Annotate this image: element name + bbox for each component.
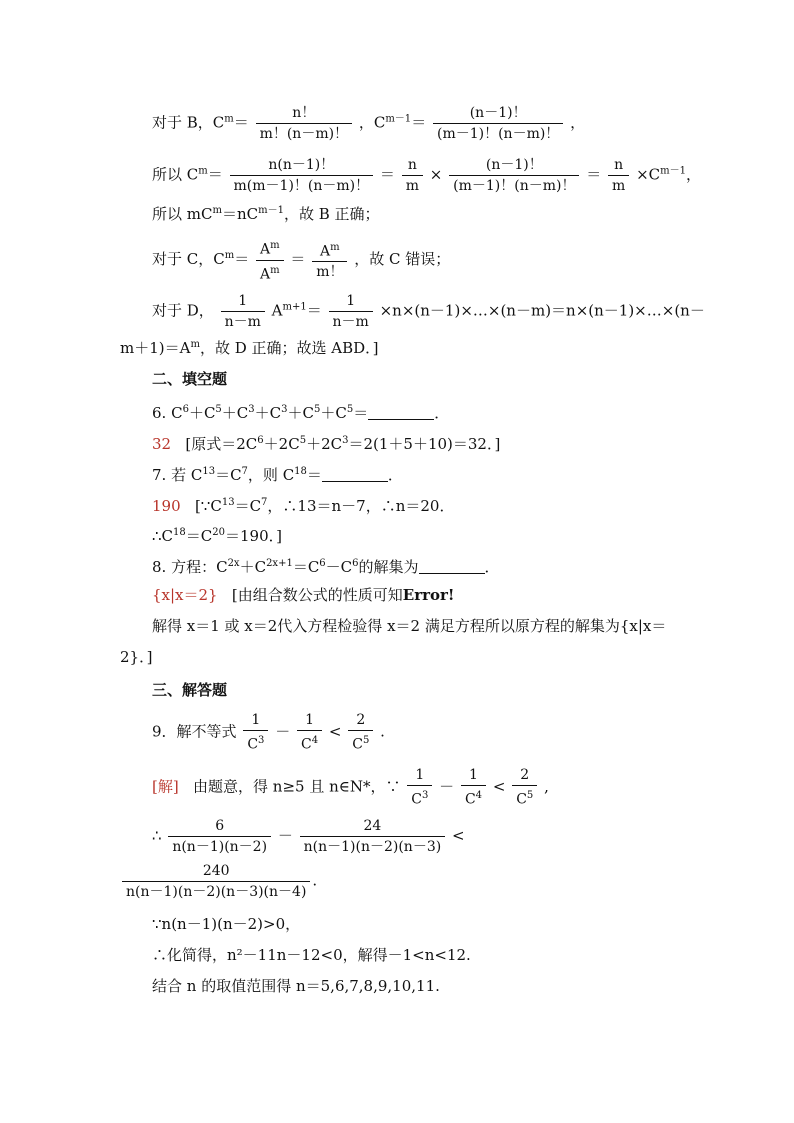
fraction [230, 155, 374, 196]
denominator: m！ [312, 261, 347, 282]
text: [∵C [194, 497, 222, 515]
text: － [275, 722, 291, 741]
sup: 3 [342, 435, 349, 446]
text: A [260, 241, 271, 258]
text: 所以 mC [152, 205, 213, 223]
text: C [464, 791, 476, 808]
text: ＝ [353, 404, 369, 422]
numerator: 1 [415, 767, 425, 783]
sup: m－1 [258, 205, 284, 216]
text: C [247, 736, 259, 753]
sup: 6 [182, 404, 189, 415]
solution-line-2 [152, 816, 465, 857]
text: ×C [636, 165, 661, 184]
numerator: 2 [356, 712, 366, 728]
sup: 6 [257, 435, 264, 446]
text: × [429, 165, 443, 184]
fraction [256, 103, 353, 144]
text: [原式＝2C [185, 435, 258, 453]
text: －C [325, 558, 353, 576]
solution-tag: [解] [152, 777, 179, 796]
text: < [451, 826, 465, 845]
text: A [271, 301, 283, 320]
sup: m－1 [660, 165, 687, 177]
sup: 7 [241, 466, 248, 477]
question-7 [152, 461, 403, 486]
text: ∴ [152, 826, 162, 845]
numerator: 6 [215, 818, 225, 834]
solution-line-4 [152, 913, 300, 935]
sup: 5 [362, 735, 370, 746]
denominator [407, 785, 432, 810]
denominator: n(n－1)(n－2)(n－3)(n－4) [122, 881, 310, 902]
error-text: Error! [402, 586, 455, 604]
question-6 [152, 399, 449, 424]
text: < [492, 777, 506, 796]
text: 解得 x＝1 或 x＝2代入方程检验得 x＝2 满足方程所以原方程的解集为{x|x＝ [152, 617, 667, 635]
numerator: n [407, 157, 417, 173]
text: ． [484, 558, 500, 576]
answer-6 [152, 430, 500, 455]
numerator [316, 238, 344, 262]
fraction [256, 236, 284, 284]
denominator [512, 785, 537, 810]
text: ＝ [306, 301, 322, 320]
denominator: n－m [329, 311, 373, 332]
denominator [256, 260, 284, 285]
fraction [300, 816, 446, 857]
line-b-derive [152, 155, 701, 196]
text: C [516, 791, 527, 808]
text: ∴C [152, 527, 174, 545]
denominator: m [608, 175, 629, 196]
text: 9．解不等式 [152, 722, 237, 741]
sup: m [212, 205, 222, 216]
question-9 [152, 710, 385, 755]
solution-line-6 [152, 975, 440, 997]
fraction [329, 291, 373, 332]
fraction [402, 155, 423, 196]
sup: m [224, 250, 235, 262]
text: ＝ [586, 165, 602, 184]
text: ＝ [306, 466, 322, 484]
answer-7-cont [152, 522, 282, 547]
text: ×n×(n－1)×…×(n－m)＝n×(n－1)×…×(n－ [379, 301, 705, 320]
text: C [411, 791, 422, 808]
text: ，故 B 正确； [283, 205, 380, 223]
text: ＋C [320, 404, 347, 422]
text: ＋C [188, 404, 216, 422]
sup: 4 [311, 735, 319, 746]
sup: m [224, 113, 234, 125]
text: ＝ [234, 250, 250, 269]
sup: m [330, 241, 340, 253]
text: m＋1)＝A [120, 339, 191, 357]
sup: 5 [346, 404, 354, 415]
numerator: (n－1)！ [469, 105, 527, 121]
text: 的解集为 [358, 558, 419, 576]
sup: m [198, 165, 208, 177]
sup: 3 [422, 790, 429, 801]
text: 对于 C，C [152, 250, 225, 269]
text: ＋C [221, 404, 249, 422]
sup: 3 [248, 404, 255, 415]
text: 对于 B，C [152, 113, 225, 132]
text: 6. C [152, 404, 183, 422]
numerator: n [614, 157, 624, 173]
answer-8-end [120, 646, 152, 668]
denominator: (m－1)！(n－m)！ [433, 123, 563, 144]
solution-line-5 [152, 944, 471, 966]
denominator: (m－1)！(n－m)！ [449, 175, 579, 196]
text: ＋C [254, 404, 282, 422]
text: ＝ [233, 113, 249, 132]
sup: m+1 [282, 301, 307, 313]
text: [由组合数公式的性质可知 [231, 586, 403, 604]
denominator: n(n－1)(n－2) [168, 836, 271, 857]
text: ＝C [185, 527, 213, 545]
denominator: n－m [221, 311, 265, 332]
line-b-conclusion [152, 200, 380, 225]
text: ＝190．] [224, 527, 282, 545]
text: A [260, 266, 271, 283]
sup: 18 [173, 527, 186, 538]
denominator [297, 730, 322, 755]
sup: 5 [299, 435, 307, 446]
answer-value: 32 [152, 435, 172, 453]
text: ＝nC [221, 205, 259, 223]
sup: m [190, 339, 200, 350]
text: ＝ [207, 165, 223, 184]
text: ＝2(1＋5＋10)＝32．] [348, 435, 501, 453]
fraction [312, 238, 347, 283]
fraction [168, 816, 271, 857]
section-heading-fill [152, 368, 227, 390]
sup: 7 [261, 497, 268, 508]
solution-line-1 [152, 765, 549, 810]
sup: 4 [475, 790, 483, 801]
sup: 3 [258, 735, 265, 746]
sup: 6 [352, 558, 359, 569]
text: < [328, 722, 342, 741]
sup: m－1 [385, 113, 412, 125]
sup: 3 [281, 404, 288, 415]
text: . [312, 871, 318, 890]
text: ， [570, 113, 586, 132]
text: 所以 C [152, 165, 199, 184]
text: 7. 若 C [152, 466, 203, 484]
fraction [608, 155, 629, 196]
text: 对于 D， [152, 301, 214, 320]
answer-8 [152, 584, 455, 606]
text: ． [434, 404, 450, 422]
numerator: 1 [251, 712, 261, 728]
solution-line-3 [120, 861, 317, 902]
text: ＋C [239, 558, 267, 576]
sup: 5 [215, 404, 222, 415]
line-d-cont [120, 334, 379, 359]
text: . [380, 722, 385, 741]
fraction [221, 291, 265, 332]
fraction [243, 710, 268, 755]
text: 三、解答题 [152, 681, 228, 699]
numerator: (n－1)！ [485, 157, 543, 173]
denominator [348, 730, 373, 755]
numerator: 240 [202, 863, 230, 879]
sup: 20 [212, 527, 225, 538]
numerator [256, 236, 284, 260]
fraction [449, 155, 579, 196]
text: ，则 C [247, 466, 295, 484]
text: 2}．] [120, 648, 153, 666]
text: ＋2C [306, 435, 343, 453]
sup: m [270, 264, 280, 276]
text: 二、填空题 [152, 370, 228, 388]
numerator: 1 [305, 712, 314, 728]
numerator: 24 [363, 818, 382, 834]
fraction [297, 710, 322, 755]
numerator: n！ [292, 105, 316, 121]
text: － [439, 777, 455, 796]
sup: m [270, 240, 280, 251]
text: C [301, 736, 312, 753]
fraction [512, 765, 537, 810]
answer-blank [322, 467, 388, 482]
fraction [461, 765, 486, 810]
numerator: 1 [469, 767, 478, 783]
text: ，C [358, 113, 386, 132]
text: A [320, 243, 331, 260]
denominator: m(m－1)！(n－m)！ [230, 175, 374, 196]
text: ，故 C 错误； [354, 250, 451, 269]
section-heading-solve [152, 679, 227, 701]
text: ，故 D 正确；故选 ABD．] [199, 339, 379, 357]
sup: 13 [221, 497, 235, 508]
answer-8-cont [152, 615, 666, 637]
sup: 5 [314, 404, 321, 415]
text: ＝ [379, 165, 395, 184]
sup: 5 [526, 790, 534, 801]
sup: 2x+1 [266, 558, 293, 569]
question-8 [152, 553, 500, 578]
answer-value: 190 [152, 497, 181, 515]
text: ＝C [292, 558, 320, 576]
text: 由题意，得 n≥5 且 n∈N*，∵ [193, 777, 401, 796]
sup: 13 [202, 466, 216, 477]
fraction [433, 103, 563, 144]
answer-blank [419, 559, 485, 574]
denominator: m！(n－m)！ [256, 123, 353, 144]
text: ＝ [411, 113, 427, 132]
line-c [152, 236, 450, 284]
fraction [122, 861, 310, 902]
text: ＋C [287, 404, 314, 422]
numerator: 1 [346, 293, 356, 309]
answer-value: {x|x＝2} [152, 586, 218, 604]
denominator [461, 785, 486, 810]
text: C [352, 736, 363, 753]
answer-blank [368, 405, 434, 420]
line-d [152, 291, 705, 332]
denominator: m [402, 175, 423, 196]
text: ． [387, 466, 403, 484]
text: ∵n(n－1)(n－2)>0， [152, 915, 301, 933]
numerator: 2 [520, 767, 530, 783]
answer-7 [152, 492, 454, 517]
text: ＝C [215, 466, 242, 484]
text: ＋2C [263, 435, 300, 453]
numerator: n(n－1)！ [268, 157, 335, 173]
sup: 18 [294, 466, 307, 477]
fraction [407, 765, 432, 810]
denominator: n(n－1)(n－2)(n－3) [300, 836, 446, 857]
text: ∴化简得，n²－11n－12<0，解得－1<n<12. [152, 946, 471, 964]
denominator [243, 730, 268, 755]
numerator: 1 [238, 293, 248, 309]
text: 8. 方程：C [152, 558, 228, 576]
text: ， [686, 165, 702, 184]
text: ＝ [290, 250, 306, 269]
text: ＝C [234, 497, 262, 515]
sup: 2x [227, 558, 240, 569]
text: － [277, 826, 293, 845]
text: , [544, 777, 549, 796]
text: 结合 n 的取值范围得 n＝5,6,7,8,9,10,11. [152, 977, 440, 995]
line-b-def [152, 103, 585, 144]
fraction [348, 710, 373, 755]
sup: 6 [319, 558, 326, 569]
text: ，∴13＝n－7，∴n＝20． [267, 497, 455, 515]
